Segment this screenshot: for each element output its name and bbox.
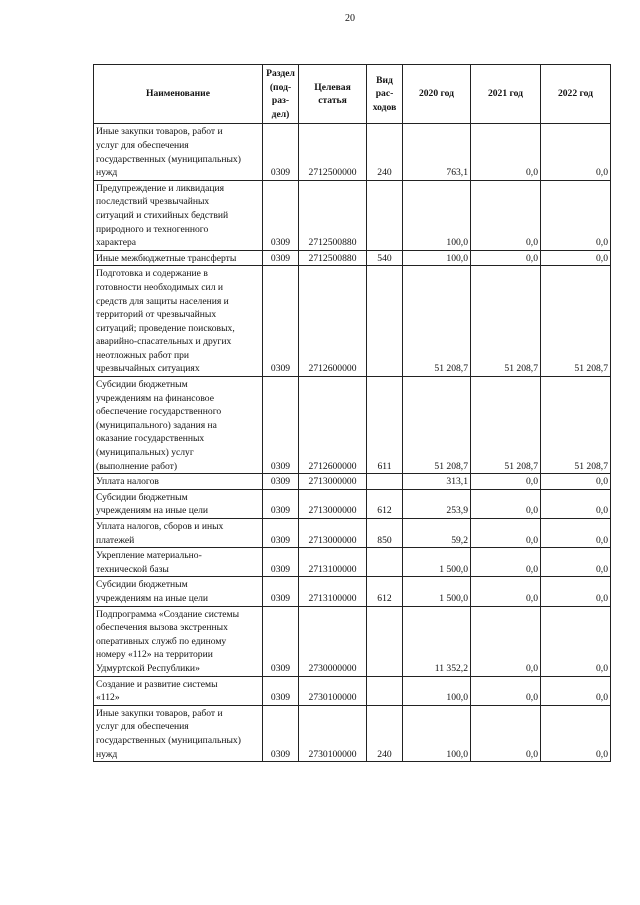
row-name: Иные закупки товаров, работ и услуг для обеспечения государственных (муниципальных) нужд (94, 705, 263, 761)
row-name: Иные межбюджетные трансферты (94, 250, 263, 266)
budget-table (93, 64, 611, 762)
row-type (367, 548, 403, 577)
row-2020: 1 500,0 (403, 577, 471, 606)
row-2020: 313,1 (403, 474, 471, 490)
row-2022: 51 208,7 (541, 377, 611, 474)
table-row (94, 548, 611, 577)
row-section: 0309 (263, 180, 299, 250)
row-type: 611 (367, 377, 403, 474)
row-section: 0309 (263, 474, 299, 490)
table-row (94, 489, 611, 518)
row-2020: 1 500,0 (403, 548, 471, 577)
row-section: 0309 (263, 489, 299, 518)
row-type: 850 (367, 519, 403, 548)
row-target: 2712600000 (299, 377, 367, 474)
row-2021: 51 208,7 (471, 377, 541, 474)
header-2021: 2021 год (471, 65, 541, 124)
row-target: 2713000000 (299, 474, 367, 490)
row-2022: 0,0 (541, 606, 611, 676)
row-name: Уплата налогов, сборов и иных платежей (94, 519, 263, 548)
row-type: 612 (367, 489, 403, 518)
row-2020: 100,0 (403, 250, 471, 266)
row-type (367, 676, 403, 705)
row-section: 0309 (263, 705, 299, 761)
row-type: 540 (367, 250, 403, 266)
row-2021: 0,0 (471, 548, 541, 577)
row-section: 0309 (263, 577, 299, 606)
row-2021: 0,0 (471, 577, 541, 606)
row-section: 0309 (263, 548, 299, 577)
row-name: Субсидии бюджетным учреждениям на иные цели (94, 489, 263, 518)
row-target: 2713000000 (299, 519, 367, 548)
table-row (94, 474, 611, 490)
row-2021: 0,0 (471, 705, 541, 761)
row-name: Уплата налогов (94, 474, 263, 490)
row-2020: 59,2 (403, 519, 471, 548)
header-type: Вид рас- ходов (367, 65, 403, 124)
row-name: Создание и развитие системы «112» (94, 676, 263, 705)
row-name: Иные закупки товаров, работ и услуг для обеспечения государственных (муниципальных) нужд (94, 124, 263, 180)
row-target: 2712500000 (299, 124, 367, 180)
table-row (94, 180, 611, 250)
header-row (94, 65, 611, 124)
row-2021: 0,0 (471, 474, 541, 490)
row-2021: 0,0 (471, 489, 541, 518)
row-name: Подпрограмма «Создание системы обеспечения вызова экстренных оперативных служб по единому номеру «112» на территории Удмуртской Республики» (94, 606, 263, 676)
row-2021: 51 208,7 (471, 266, 541, 377)
row-target: 2730000000 (299, 606, 367, 676)
row-2020: 11 352,2 (403, 606, 471, 676)
row-2020: 51 208,7 (403, 377, 471, 474)
row-target: 2713100000 (299, 548, 367, 577)
row-2022: 0,0 (541, 250, 611, 266)
row-type (367, 266, 403, 377)
row-2021: 0,0 (471, 124, 541, 180)
row-target: 2712500880 (299, 180, 367, 250)
row-2022: 0,0 (541, 548, 611, 577)
row-target: 2730100000 (299, 676, 367, 705)
row-2022: 0,0 (541, 124, 611, 180)
table-row (94, 519, 611, 548)
header-target: Целевая статья (299, 65, 367, 124)
table-row (94, 606, 611, 676)
row-section: 0309 (263, 250, 299, 266)
table-row (94, 705, 611, 761)
row-2021: 0,0 (471, 180, 541, 250)
row-name: Предупреждение и ликвидация последствий чрезвычайных ситуаций и стихийных бедствий природного и техногенного характера (94, 180, 263, 250)
header-name: Наименование (94, 65, 263, 124)
row-2022: 51 208,7 (541, 266, 611, 377)
row-section: 0309 (263, 676, 299, 705)
row-2022: 0,0 (541, 519, 611, 548)
row-section: 0309 (263, 377, 299, 474)
row-name: Подготовка и содержание в готовности необходимых сил и средств для защиты населения и территорий от чрезвычайных ситуаций; проведение поисковых, аварийно-спасательных и других неотложных работ при чрезвычайных ситуациях (94, 266, 263, 377)
row-2022: 0,0 (541, 577, 611, 606)
row-type: 240 (367, 124, 403, 180)
row-target: 2730100000 (299, 705, 367, 761)
header-2022: 2022 год (541, 65, 611, 124)
row-name: Субсидии бюджетным учреждениям на финансовое обеспечение государственного (муниципального) задания на оказание государственных (муниципальных) услуг (выполнение работ) (94, 377, 263, 474)
row-2022: 0,0 (541, 180, 611, 250)
row-type (367, 180, 403, 250)
row-type: 240 (367, 705, 403, 761)
header-section: Раздел (под- раз- дел) (263, 65, 299, 124)
table-row (94, 676, 611, 705)
row-2020: 100,0 (403, 705, 471, 761)
row-target: 2712500880 (299, 250, 367, 266)
row-section: 0309 (263, 606, 299, 676)
row-name: Укрепление материально- технической базы (94, 548, 263, 577)
row-2022: 0,0 (541, 676, 611, 705)
row-2022: 0,0 (541, 474, 611, 490)
row-section: 0309 (263, 124, 299, 180)
table-row (94, 124, 611, 180)
row-type (367, 474, 403, 490)
page-number: 20 (345, 13, 355, 24)
row-target: 2713100000 (299, 577, 367, 606)
row-type: 612 (367, 577, 403, 606)
table-row (94, 266, 611, 377)
table-row (94, 377, 611, 474)
row-2021: 0,0 (471, 676, 541, 705)
row-2020: 51 208,7 (403, 266, 471, 377)
row-2020: 100,0 (403, 180, 471, 250)
row-2021: 0,0 (471, 519, 541, 548)
row-2020: 253,9 (403, 489, 471, 518)
row-2022: 0,0 (541, 705, 611, 761)
row-target: 2713000000 (299, 489, 367, 518)
table-body (94, 124, 611, 762)
header-2020: 2020 год (403, 65, 471, 124)
row-type (367, 606, 403, 676)
row-2021: 0,0 (471, 606, 541, 676)
row-section: 0309 (263, 519, 299, 548)
row-section: 0309 (263, 266, 299, 377)
row-target: 2712600000 (299, 266, 367, 377)
row-name: Субсидии бюджетным учреждениям на иные цели (94, 577, 263, 606)
row-2022: 0,0 (541, 489, 611, 518)
table-row (94, 577, 611, 606)
row-2020: 100,0 (403, 676, 471, 705)
table-row (94, 250, 611, 266)
row-2021: 0,0 (471, 250, 541, 266)
row-2020: 763,1 (403, 124, 471, 180)
